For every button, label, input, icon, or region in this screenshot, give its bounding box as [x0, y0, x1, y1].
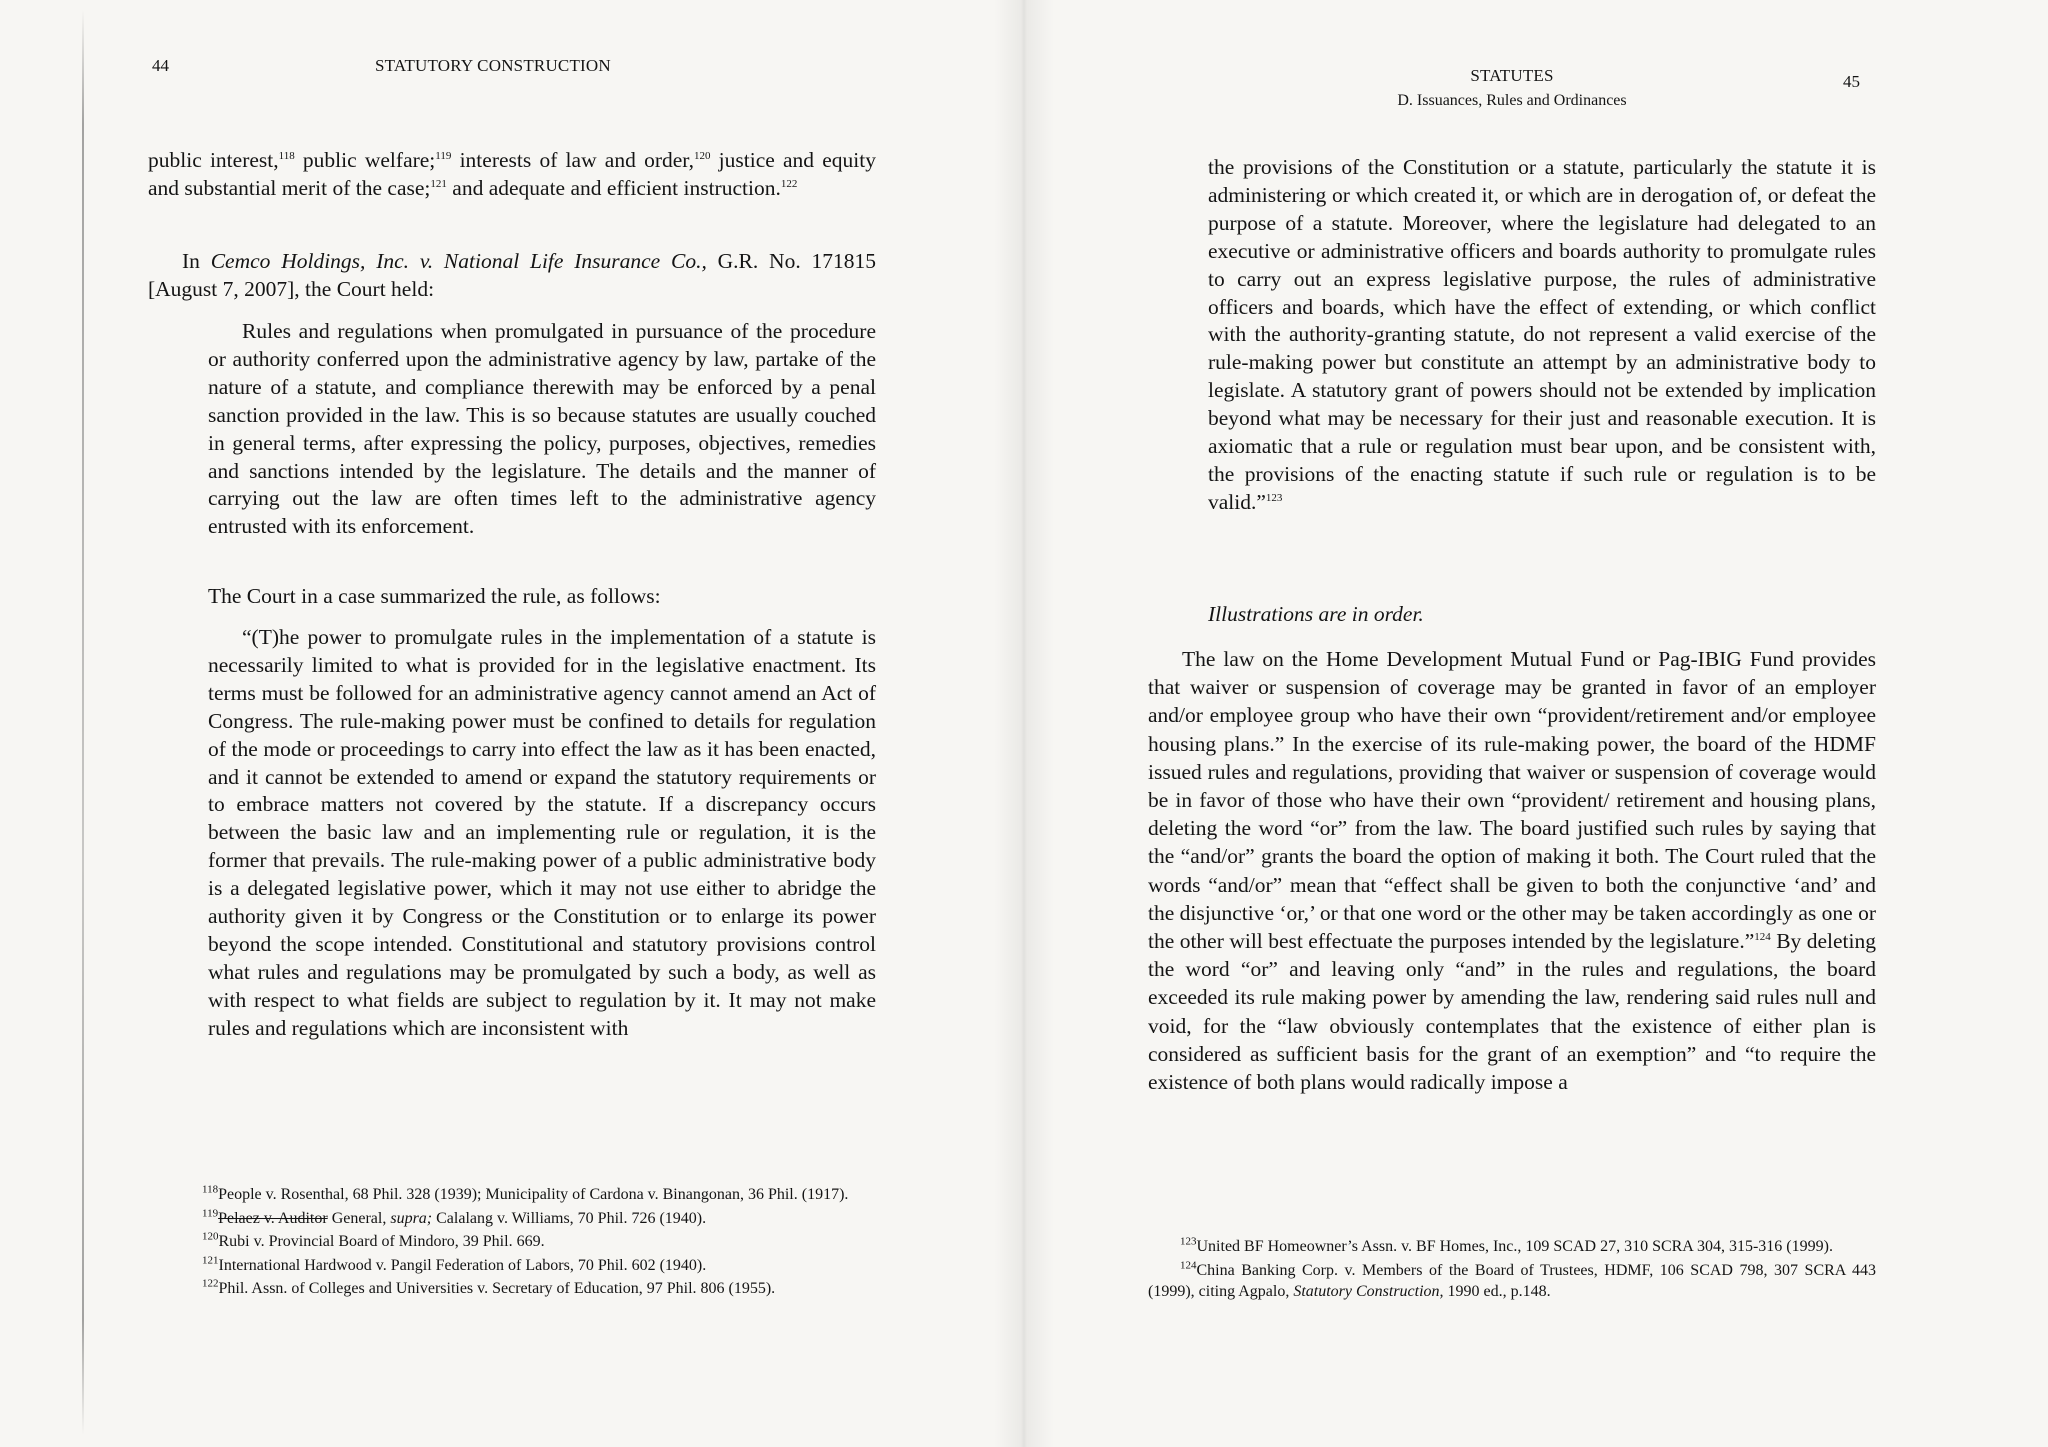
footnote-ref-120: 120 — [693, 149, 711, 162]
left-page-number: 44 — [152, 56, 169, 75]
block-quote-rule: “(T)he power to promulgate rules in the implementation of a statute is necessarily limited to what is provided for in the legislative enactment. Its terms must be followed for an administrative agency cannot amend an Act of Congress. The rule-making power must be confined to details for regulation of the mode or proceedings to carry into effect the law as it has been enacted, and it cannot be extended to amend or expand the statutory requirements or to embrace matters not covered by the statute. If a discrepancy occurs between the basic law and an implementing rule or regulation, it is the former that prevails. The rule-making power of a public administrative body is a delegated legislative power, which it may not use either to abridge the authority given it by Congress or the Constitution or to enlarge its power beyond the scope intended. Constitutional and statutory provisions control what rules and regulations may be promulgated by such a body, as well as with respect to what fields are subject to regulation by it. It may not make rules and regulations which are inconsistent with — [208, 625, 876, 1040]
left-running-head: STATUTORY CONSTRUCTION — [375, 56, 611, 75]
right-running-head: STATUTES — [1470, 66, 1554, 85]
footnote-119: $^{119}$Pelaez v. Auditor General, supra; Calalang v. Williams, 70 Phil. 726 (1940). — [202, 1207, 707, 1227]
right-page-number: 45 — [1843, 72, 1860, 91]
block-quote-cemco: Rules and regulations when promulgated in pursuance of the procedure or authority conferred upon the administrative agency by law, partake of the nature of a statute, and compliance therewith may be enforced by a penal sanction provided in the law. This is so because statutes are usually couched in general terms, after expressing the policy, purposes, objectives, remedies and sanctions intended by the legislature. The details and the manner of carrying out the law are often times left to the administrative agency entrusted with its enforcement. — [208, 319, 876, 539]
footnote-ref-121: 121 — [430, 178, 447, 191]
footnote-ref-119: 119 — [435, 149, 452, 162]
footnote-ref-122: 122 — [780, 178, 798, 191]
section-subhead: D. Issuances, Rules and Ordinances — [1397, 92, 1627, 109]
footnote-123: $^{123}$United BF Homeowner’s Assn. v. BF Homes, Inc., 109 SCAD 27, 310 SCRA 304, 315-316 (1999). — [1180, 1235, 1833, 1255]
illustrations-line: Illustrations are in order. — [1208, 602, 1424, 626]
footnote-ref-118: 118 — [278, 149, 295, 162]
footnote-122: $^{122}$Phil. Assn. of Colleges and Universities v. Secretary of Education, 97 Phil. 806 (1955). — [202, 1277, 776, 1297]
pagibig-paragraph: The law on the Home Development Mutual Fund or Pag-IBIG Fund provides that waiver or suspension of coverage may be granted in favor of an employer and/or employee group who have their own “provident/retirement and/or employee housing plans.” In the exercise of its rule-making power, the board of the HDMF issued rules and regulations, providing that waiver or suspension of coverage would be in favor of those who have their own “provident/ retirement and housing plans, deleting the word “or” from the law. The board justified such rules by saying that the “and/or” grants the board the option of making it both. The Court ruled that the words “and/or” mean that “effect shall be given to both the conjunctive ‘and’ and the disjunctive ‘or,’ or that one word or the other may be taken accordingly as one or the other will best effectuate the purposes intended by the legislature.”$^{124}$ By deleting the word “or” and leaving only “and” in the rules and regulations, the board exceeded its rule making power by amending the law, rendering said rules null and void, for the “law obviously contemplates that the existence of either plan is considered as sufficient basis for the grant of an exemption” and “to require the existence of both plans would radically impose a — [1148, 647, 1876, 1095]
cemco-paragraph: In Cemco Holdings, Inc. v. National Life Insurance Co., G.R. No. 171815 [August 7, 2007], the Court held: — [148, 249, 876, 302]
opening-paragraph: public interest,$^{118}$ public welfare;$^{119}$ interests of law and order,$^{120}$ justice and equity and substantial merit of the case;$^{121}$ and adequate and efficient instruction.$^{122}$ — [148, 148, 876, 201]
footnote-120: $^{120}$Rubi v. Provincial Board of Mindoro, 39 Phil. 669. — [202, 1230, 545, 1250]
summary-intro: The Court in a case summarized the rule, as follows: — [208, 584, 661, 608]
page-edge-mark — [82, 10, 84, 1435]
case-name: Cemco Holdings, Inc. v. National Life Insurance Co., — [210, 249, 707, 273]
footnote-118: $^{118}$People v. Rosenthal, 68 Phil. 328 (1939); Municipality of Cardona v. Binangonan, 36 Phil. (1917). — [202, 1183, 849, 1203]
left-page — [148, 0, 876, 1447]
footnote-ref-124: 124 — [1754, 930, 1771, 943]
footnote-124: $^{124}$China Banking Corp. v. Members of the Board of Trustees, HDMF, 106 SCAD 798, 307 SCRA 443 (1999), citing Agpalo, Statutory Construction, 1990 ed., p.148. — [1148, 1259, 1876, 1300]
book-spine-shadow — [994, 0, 1054, 1447]
left-footnotes — [148, 1184, 876, 1302]
footnote-121: $^{121}$International Hardwood v. Pangil Federation of Labors, 70 Phil. 602 (1940). — [202, 1254, 707, 1274]
right-page — [1148, 0, 1876, 1447]
block-quote-continued: the provisions of the Constitution or a statute, particularly the statute it is administering or which created it, or which are in derogation of, or defeat the purpose of a statute. Moreover, where the legislature had delegated to an executive or administrative officers and boards authority to promulgate rules to carry out an express legislative purpose, the rules of administrative officers and boards, which have the effect of extending, or which conflict with the authority-granting statute, do not represent a valid exercise of the rule-making power but constitute an attempt by an administrative body to legislate. A statutory grant of powers should not be extended by implication beyond what may be necessary for their just and reasonable execution. It is axiomatic that a rule or regulation must bear upon, and be consistent with, the provisions of the enacting statute if such rule or regulation is to be valid.”$^{123}$ — [1208, 155, 1876, 514]
right-footnotes — [1148, 1236, 1876, 1305]
footnote-ref-123: 123 — [1265, 491, 1283, 504]
